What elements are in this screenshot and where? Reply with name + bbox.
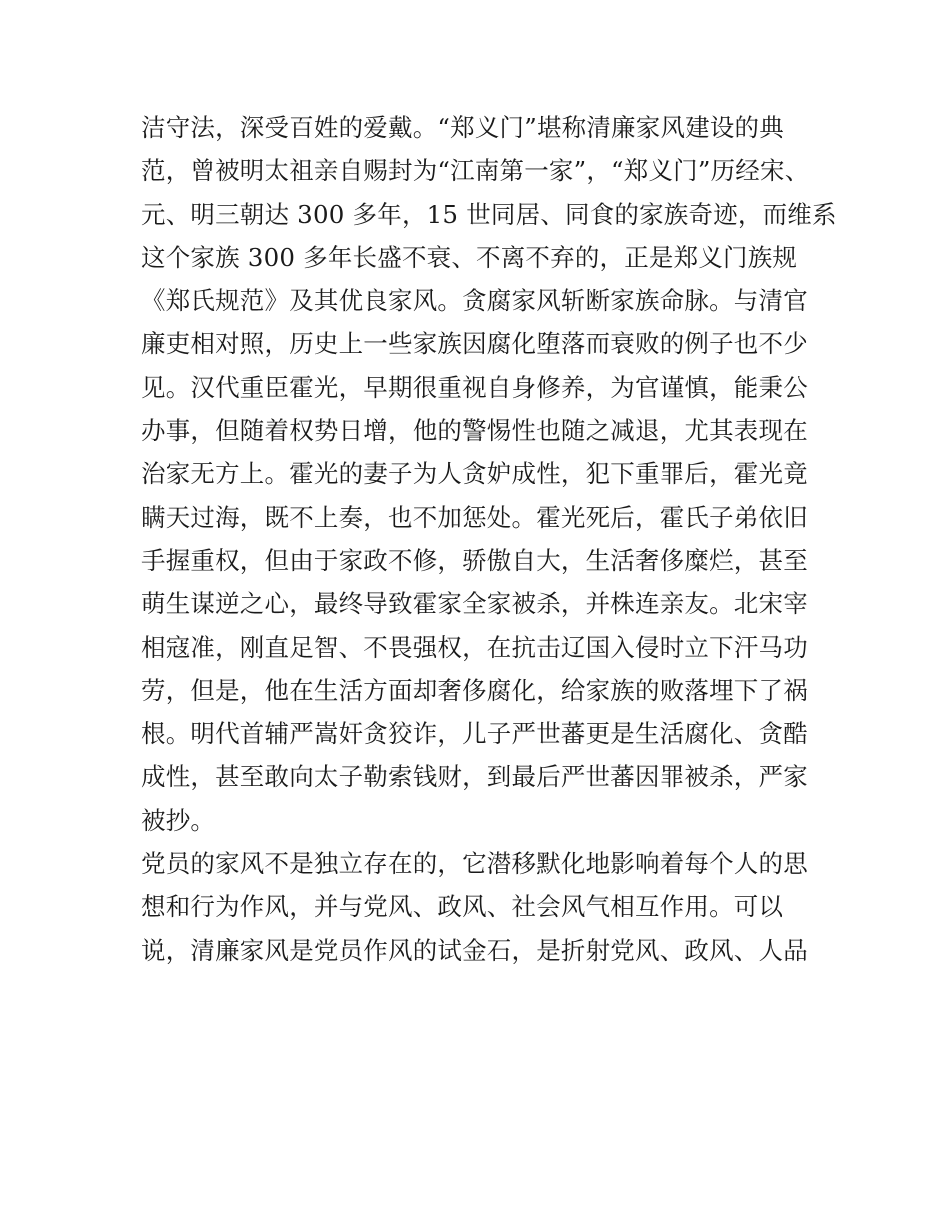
text-line: 被抄。: [141, 805, 216, 835]
text-line: 萌生谋逆之心，最终导致霍家全家被杀，并株连亲友。北宋宰: [141, 589, 808, 619]
text-line: 说，清廉家风是党员作风的试金石，是折射党风、政风、人品: [141, 935, 808, 965]
text-line: 见。汉代重臣霍光，早期很重视自身修养，为官谨慎，能秉公: [141, 372, 808, 402]
text-line: 劳，但是，他在生活方面却奢侈腐化，给家族的败落埋下了祸: [141, 675, 808, 705]
text-line: 成性，甚至敢向太子勒索钱财，到最后严世蕃因罪被杀，严家: [141, 762, 808, 792]
text-line: 《郑氏规范》及其优良家风。贪腐家风斩断家族命脉。与清官: [141, 286, 808, 316]
text-line: 相寇准，刚直足智、不畏强权，在抗击辽国入侵时立下汗马功: [141, 632, 808, 662]
text-line: 治家无方上。霍光的妻子为人贪妒成性，犯下重罪后，霍光竟: [141, 459, 808, 489]
text-line: 根。明代首辅严嵩奸贪狡诈，儿子严世蕃更是生活腐化、贪酷: [141, 719, 808, 749]
text-line: 洁守法，深受百姓的爱戴。“郑义门”堪称清廉家风建设的典: [141, 113, 784, 142]
text-line: 元、明三朝达 300 多年，15 世同居、同食的家族奇迹，而维系: [141, 199, 837, 229]
text-line: 想和行为作风，并与党风、政风、社会风气相互作用。可以: [141, 892, 784, 922]
text-line: 廉吏相对照，历史上一些家族因腐化堕落而衰败的例子也不少: [141, 329, 808, 359]
text-line: 办事，但随着权势日增，他的警惕性也随之减退，尤其表现在: [141, 416, 808, 446]
body-text: [141, 106, 837, 972]
text-line: 范，曾被明太祖亲自赐封为“江南第一家”，“郑义门”历经宋、: [141, 156, 810, 186]
text-line: 党员的家风不是独立存在的，它潜移默化地影响着每个人的思: [141, 849, 808, 879]
text-line: 手握重权，但由于家政不修，骄傲自大，生活奢侈糜烂，甚至: [141, 545, 808, 575]
text-line: 瞒天过海，既不上奏，也不加惩处。霍光死后，霍氏子弟依旧: [141, 502, 808, 532]
text-line: 这个家族 300 多年长盛不衰、不离不弃的，正是郑义门族规: [141, 242, 798, 272]
